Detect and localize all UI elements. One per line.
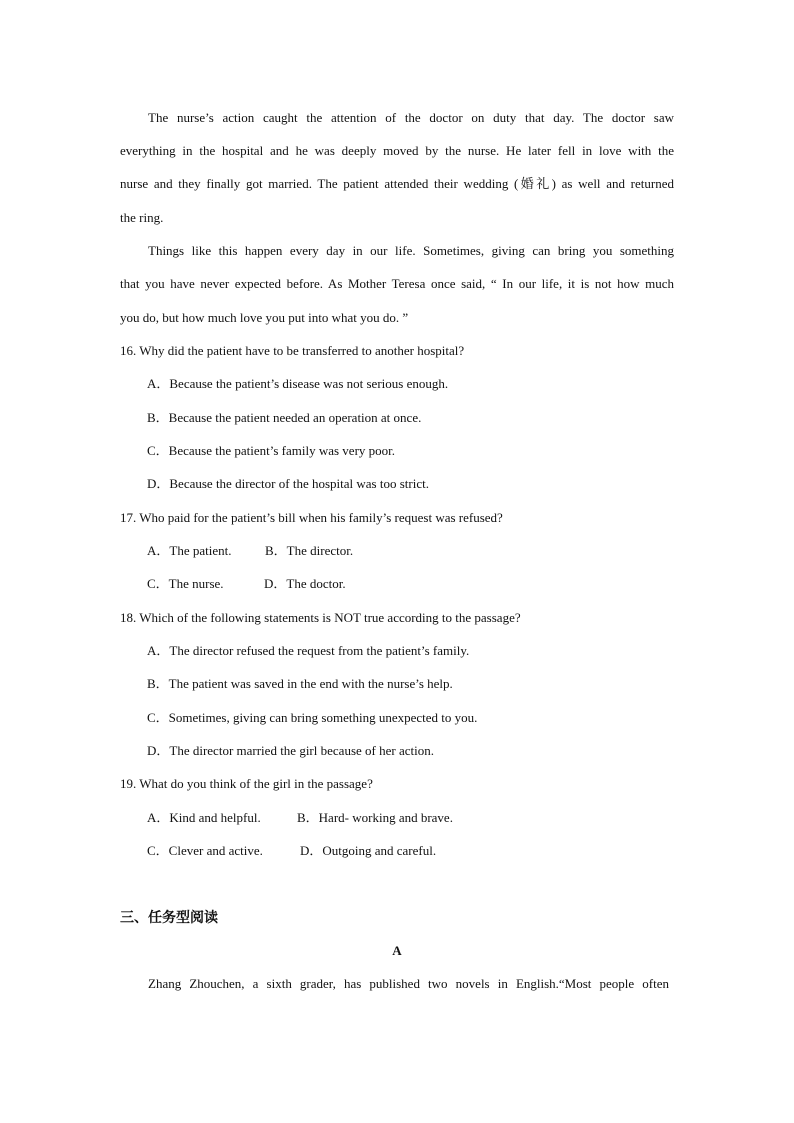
answer-option: B．The patient was saved in the end with the nurse’s help. [147,676,453,691]
passage-line: Zhang Zhouchen, a sixth grader, has published two novels in English.“Most people often [148,976,669,991]
passage-line: you do, but how much love you put into what you do. ” [120,310,409,325]
section-heading: 三、任务型阅读 [120,910,218,926]
passage-line: that you have never expected before. As Mother Teresa once said, “ In our life, it is not how much [120,276,674,291]
part-label: A [392,943,402,958]
answer-option: C．The nurse. [147,576,224,591]
answer-option: C．Sometimes, giving can bring something unexpected to you. [147,710,478,725]
answer-option-row [147,542,354,560]
answer-option: C．Clever and active. [147,843,263,858]
passage-line: The nurse’s action caught the attention of the doctor on duty that day. The doctor saw [148,110,674,125]
passage-line: nurse and they finally got married. The patient attended their wedding (婚礼) as well and returned [120,176,674,191]
answer-option: D．The director married the girl because of her action. [147,743,434,758]
answer-option-row [147,842,437,860]
answer-option: B．The director. [265,543,354,558]
passage-line: the ring. [120,210,164,225]
answer-option: A．The patient. [147,543,232,558]
passage-line: Things like this happen every day in our life. Sometimes, giving can bring you something [148,243,674,258]
answer-option: A．The director refused the request from the patient’s family. [147,643,470,658]
answer-option: B．Because the patient needed an operation at once. [147,410,422,425]
passage-line: everything in the hospital and he was deeply moved by the nurse. He later fell in love with the [120,143,674,158]
answer-option: B．Hard- working and brave. [297,810,453,825]
answer-option-row [147,575,346,593]
answer-option-row [147,809,453,827]
answer-option: A．Kind and helpful. [147,810,261,825]
answer-option: A．Because the patient’s disease was not serious enough. [147,376,449,391]
answer-option: D．The doctor. [264,576,346,591]
answer-option: C．Because the patient’s family was very poor. [147,443,396,458]
answer-option: D．Outgoing and careful. [300,843,437,858]
question-stem: 17. Who paid for the patient’s bill when his family’s request was refused? [120,510,503,525]
question-stem: 18. Which of the following statements is NOT true according to the passage? [120,610,521,625]
question-stem: 19. What do you think of the girl in the passage? [120,776,373,791]
question-stem: 16. Why did the patient have to be transferred to another hospital? [120,343,465,358]
answer-option: D．Because the director of the hospital was too strict. [147,476,429,491]
